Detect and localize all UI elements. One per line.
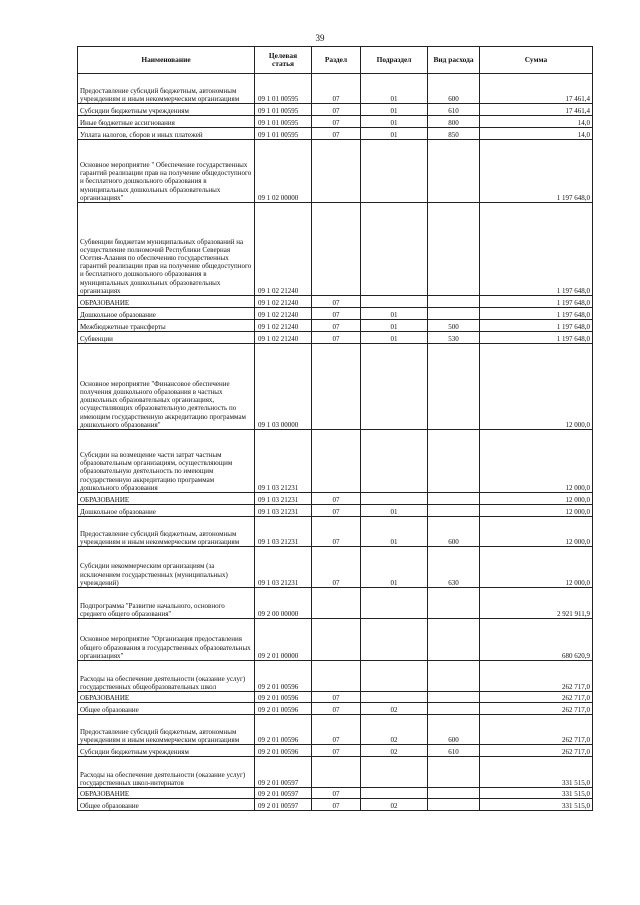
table-row: [78, 517, 593, 547]
row-section: 07: [312, 799, 361, 811]
row-amount: 12 000,0: [480, 430, 593, 493]
row-target-article: 09 1 02 21240: [255, 296, 312, 308]
row-target-article: 09 2 01 00596: [255, 661, 312, 692]
row-name: Иные бюджетные ассигнования: [78, 116, 255, 128]
row-section: 07: [312, 320, 361, 332]
row-name: ОБРАЗОВАНИЕ: [78, 788, 255, 799]
table-row: [78, 788, 593, 799]
table-row: [78, 493, 593, 505]
row-amount: 12 000,0: [480, 505, 593, 517]
row-section: 07: [312, 788, 361, 799]
row-section: [312, 588, 361, 619]
row-expense-type: 530: [428, 332, 480, 344]
row-target-article: 09 1 02 21240: [255, 308, 312, 320]
budget-table: [77, 46, 593, 811]
page-number: 39: [315, 33, 325, 43]
row-expense-type: [428, 493, 480, 505]
row-amount: 331 515,0: [480, 757, 593, 788]
row-expense-type: 800: [428, 116, 480, 128]
row-amount: 1 197 648,0: [480, 320, 593, 332]
row-target-article: 09 1 03 21231: [255, 547, 312, 588]
row-name: Уплата налогов, сборов и иных платежей: [78, 128, 255, 140]
col-header-section: Раздел: [312, 47, 361, 74]
col-header-expense-type: Вид расхода: [428, 47, 480, 74]
table-row: [78, 128, 593, 140]
row-target-article: 09 2 01 00596: [255, 715, 312, 745]
row-amount: 17 461,4: [480, 104, 593, 116]
row-amount: 262 717,0: [480, 692, 593, 703]
row-subsection: [361, 619, 428, 661]
row-name: Субвенции: [78, 332, 255, 344]
row-expense-type: [428, 788, 480, 799]
row-section: 07: [312, 715, 361, 745]
row-name: Основное мероприятие " Обеспечение государственных гарантий реализации прав на получение общедоступного и бесплатного дошкольного образования в муниципальных дошкольных образовательных организациях": [78, 140, 255, 203]
row-expense-type: [428, 799, 480, 811]
row-subsection: 01: [361, 104, 428, 116]
table-row: [78, 692, 593, 703]
row-section: 07: [312, 332, 361, 344]
row-subsection: [361, 344, 428, 430]
row-subsection: 02: [361, 745, 428, 757]
row-section: 07: [312, 296, 361, 308]
row-name: Основное мероприятие "Организация предоставления общего образования в государственных образовательных организациях": [78, 619, 255, 661]
row-section: [312, 661, 361, 692]
row-amount: 262 717,0: [480, 715, 593, 745]
row-amount: 1 197 648,0: [480, 203, 593, 296]
row-name: ОБРАЗОВАНИЕ: [78, 692, 255, 703]
row-amount: 2 921 911,9: [480, 588, 593, 619]
row-section: 07: [312, 517, 361, 547]
row-name: Основное мероприятие "Финансовое обеспечение получения дошкольного образования в частных дошкольных образовательных организациях, осуществляющих образовательную деятельность по имеющим государственную аккредитацию программам дошкольного образования": [78, 344, 255, 430]
row-name: Общее образование: [78, 799, 255, 811]
table-row: [78, 104, 593, 116]
row-name: Субвенции бюджетам муниципальных образований на осуществление полномочий Республики Северная Осетия-Алания по обеспечению государственных гарантий реализации прав на получение общедоступного и бесплатного дошкольного образования в муниципальных дошкольных образовательных организациях: [78, 203, 255, 296]
row-target-article: 09 2 01 00597: [255, 757, 312, 788]
row-section: 07: [312, 745, 361, 757]
row-expense-type: [428, 203, 480, 296]
table-row: [78, 661, 593, 692]
row-expense-type: [428, 505, 480, 517]
row-subsection: 01: [361, 332, 428, 344]
table-row: [78, 547, 593, 588]
row-name: Дошкольное образование: [78, 308, 255, 320]
row-section: [312, 344, 361, 430]
row-subsection: [361, 588, 428, 619]
table-row: [78, 296, 593, 308]
col-header-target-article: Целевая статья: [255, 47, 312, 74]
row-subsection: [361, 203, 428, 296]
row-name: Межбюджетные трансферты: [78, 320, 255, 332]
row-amount: 12 000,0: [480, 517, 593, 547]
row-target-article: 09 1 03 21231: [255, 430, 312, 493]
row-subsection: [361, 296, 428, 308]
row-target-article: 09 2 01 00000: [255, 619, 312, 661]
row-subsection: 01: [361, 308, 428, 320]
row-target-article: 09 1 03 21231: [255, 505, 312, 517]
col-header-subsection: Подраздел: [361, 47, 428, 74]
table-row: [78, 320, 593, 332]
row-section: 07: [312, 128, 361, 140]
row-subsection: 01: [361, 517, 428, 547]
row-expense-type: [428, 140, 480, 203]
row-name: Субсидии на возмещение части затрат частным образовательным организациям, осуществляющим образовательную деятельность по имеющим государственную аккредитацию программам дошкольного образования: [78, 430, 255, 493]
row-section: [312, 140, 361, 203]
row-expense-type: [428, 619, 480, 661]
row-section: 07: [312, 74, 361, 104]
row-target-article: 09 2 01 00597: [255, 799, 312, 811]
row-expense-type: 630: [428, 547, 480, 588]
row-section: [312, 430, 361, 493]
row-section: 07: [312, 308, 361, 320]
row-name: ОБРАЗОВАНИЕ: [78, 296, 255, 308]
row-expense-type: [428, 308, 480, 320]
table-row: [78, 715, 593, 745]
row-amount: 1 197 648,0: [480, 332, 593, 344]
row-section: 07: [312, 505, 361, 517]
row-amount: 331 515,0: [480, 799, 593, 811]
row-expense-type: 610: [428, 745, 480, 757]
row-subsection: [361, 757, 428, 788]
col-header-name: Наименование: [78, 47, 255, 74]
row-subsection: 01: [361, 320, 428, 332]
row-subsection: [361, 788, 428, 799]
row-expense-type: [428, 588, 480, 619]
row-target-article: 09 2 01 00597: [255, 788, 312, 799]
row-subsection: [361, 493, 428, 505]
row-target-article: 09 1 02 21240: [255, 320, 312, 332]
row-section: 07: [312, 692, 361, 703]
table-row: [78, 619, 593, 661]
row-subsection: 02: [361, 715, 428, 745]
row-target-article: 09 1 02 00000: [255, 140, 312, 203]
row-amount: 14,0: [480, 128, 593, 140]
row-target-article: 09 2 01 00596: [255, 703, 312, 715]
row-expense-type: [428, 692, 480, 703]
table-row: [78, 745, 593, 757]
row-expense-type: 610: [428, 104, 480, 116]
table-row: [78, 74, 593, 104]
row-amount: 1 197 648,0: [480, 308, 593, 320]
row-section: [312, 757, 361, 788]
table-row: [78, 203, 593, 296]
row-amount: 1 197 648,0: [480, 296, 593, 308]
row-subsection: [361, 430, 428, 493]
table-row: [78, 344, 593, 430]
table-row: [78, 588, 593, 619]
row-target-article: 09 2 01 00596: [255, 692, 312, 703]
row-expense-type: [428, 296, 480, 308]
row-target-article: 09 1 03 21231: [255, 493, 312, 505]
table-header-row: [78, 47, 593, 74]
table-row: [78, 308, 593, 320]
row-subsection: [361, 692, 428, 703]
row-section: 07: [312, 493, 361, 505]
row-target-article: 09 1 01 00595: [255, 128, 312, 140]
row-subsection: 01: [361, 74, 428, 104]
row-name: Дошкольное образование: [78, 505, 255, 517]
row-name: Предоставление субсидий бюджетным, автономным учреждениям и иным некоммерческим организациям: [78, 74, 255, 104]
row-target-article: 09 1 02 21240: [255, 203, 312, 296]
table-row: [78, 505, 593, 517]
row-subsection: [361, 140, 428, 203]
row-section: [312, 619, 361, 661]
table-row: [78, 757, 593, 788]
row-subsection: 01: [361, 128, 428, 140]
row-target-article: 09 1 01 00595: [255, 104, 312, 116]
row-expense-type: 850: [428, 128, 480, 140]
row-expense-type: 500: [428, 320, 480, 332]
row-section: [312, 203, 361, 296]
row-subsection: [361, 661, 428, 692]
row-subsection: 01: [361, 116, 428, 128]
row-expense-type: [428, 661, 480, 692]
row-amount: 12 000,0: [480, 547, 593, 588]
row-subsection: 02: [361, 703, 428, 715]
table-row: [78, 799, 593, 811]
row-name: Предоставление субсидий бюджетным, автономным учреждениям и иным некоммерческим организациям: [78, 715, 255, 745]
table-row: [78, 116, 593, 128]
row-amount: 14,0: [480, 116, 593, 128]
row-name: Субсидии бюджетным учреждениям: [78, 745, 255, 757]
col-header-amount: Сумма: [480, 47, 593, 74]
row-expense-type: 600: [428, 74, 480, 104]
row-target-article: 09 1 03 21231: [255, 517, 312, 547]
row-section: 07: [312, 116, 361, 128]
row-expense-type: [428, 430, 480, 493]
row-name: Расходы на обеспечение деятельности (оказание услуг) государственных общеобразовательных школ: [78, 661, 255, 692]
row-expense-type: 600: [428, 517, 480, 547]
row-amount: 12 000,0: [480, 344, 593, 430]
row-expense-type: 600: [428, 715, 480, 745]
row-target-article: 09 1 01 00595: [255, 74, 312, 104]
row-name: Расходы на обеспечение деятельности (оказание услуг) государственных школ-интернатов: [78, 757, 255, 788]
row-amount: 262 717,0: [480, 745, 593, 757]
row-amount: 680 620,9: [480, 619, 593, 661]
row-amount: 331 515,0: [480, 788, 593, 799]
row-name: ОБРАЗОВАНИЕ: [78, 493, 255, 505]
row-name: Субсидии некоммерческим организациям (за исключением государственных (муниципальных) учреждений): [78, 547, 255, 588]
table-row: [78, 332, 593, 344]
row-expense-type: [428, 757, 480, 788]
row-section: 07: [312, 547, 361, 588]
row-target-article: 09 1 03 00000: [255, 344, 312, 430]
row-amount: 1 197 648,0: [480, 140, 593, 203]
row-amount: 262 717,0: [480, 661, 593, 692]
row-amount: 12 000,0: [480, 493, 593, 505]
row-section: 07: [312, 703, 361, 715]
table-row: [78, 140, 593, 203]
table-row: [78, 430, 593, 493]
table-body: [78, 74, 593, 811]
row-name: Предоставление субсидий бюджетным, автономным учреждениям и иным некоммерческим организациям: [78, 517, 255, 547]
row-target-article: 09 1 01 00595: [255, 116, 312, 128]
row-subsection: 01: [361, 547, 428, 588]
row-section: 07: [312, 104, 361, 116]
row-target-article: 09 2 00 00000: [255, 588, 312, 619]
row-name: Общее образование: [78, 703, 255, 715]
row-expense-type: [428, 344, 480, 430]
row-target-article: 09 1 02 21240: [255, 332, 312, 344]
row-target-article: 09 2 01 00596: [255, 745, 312, 757]
row-subsection: 02: [361, 799, 428, 811]
row-name: Субсидии бюджетным учреждениям: [78, 104, 255, 116]
row-name: Подпрограмма "Развитие начального, основного среднего общего образования": [78, 588, 255, 619]
row-amount: 262 717,0: [480, 703, 593, 715]
row-subsection: 01: [361, 505, 428, 517]
row-amount: 17 461,4: [480, 74, 593, 104]
table-row: [78, 703, 593, 715]
row-expense-type: [428, 703, 480, 715]
